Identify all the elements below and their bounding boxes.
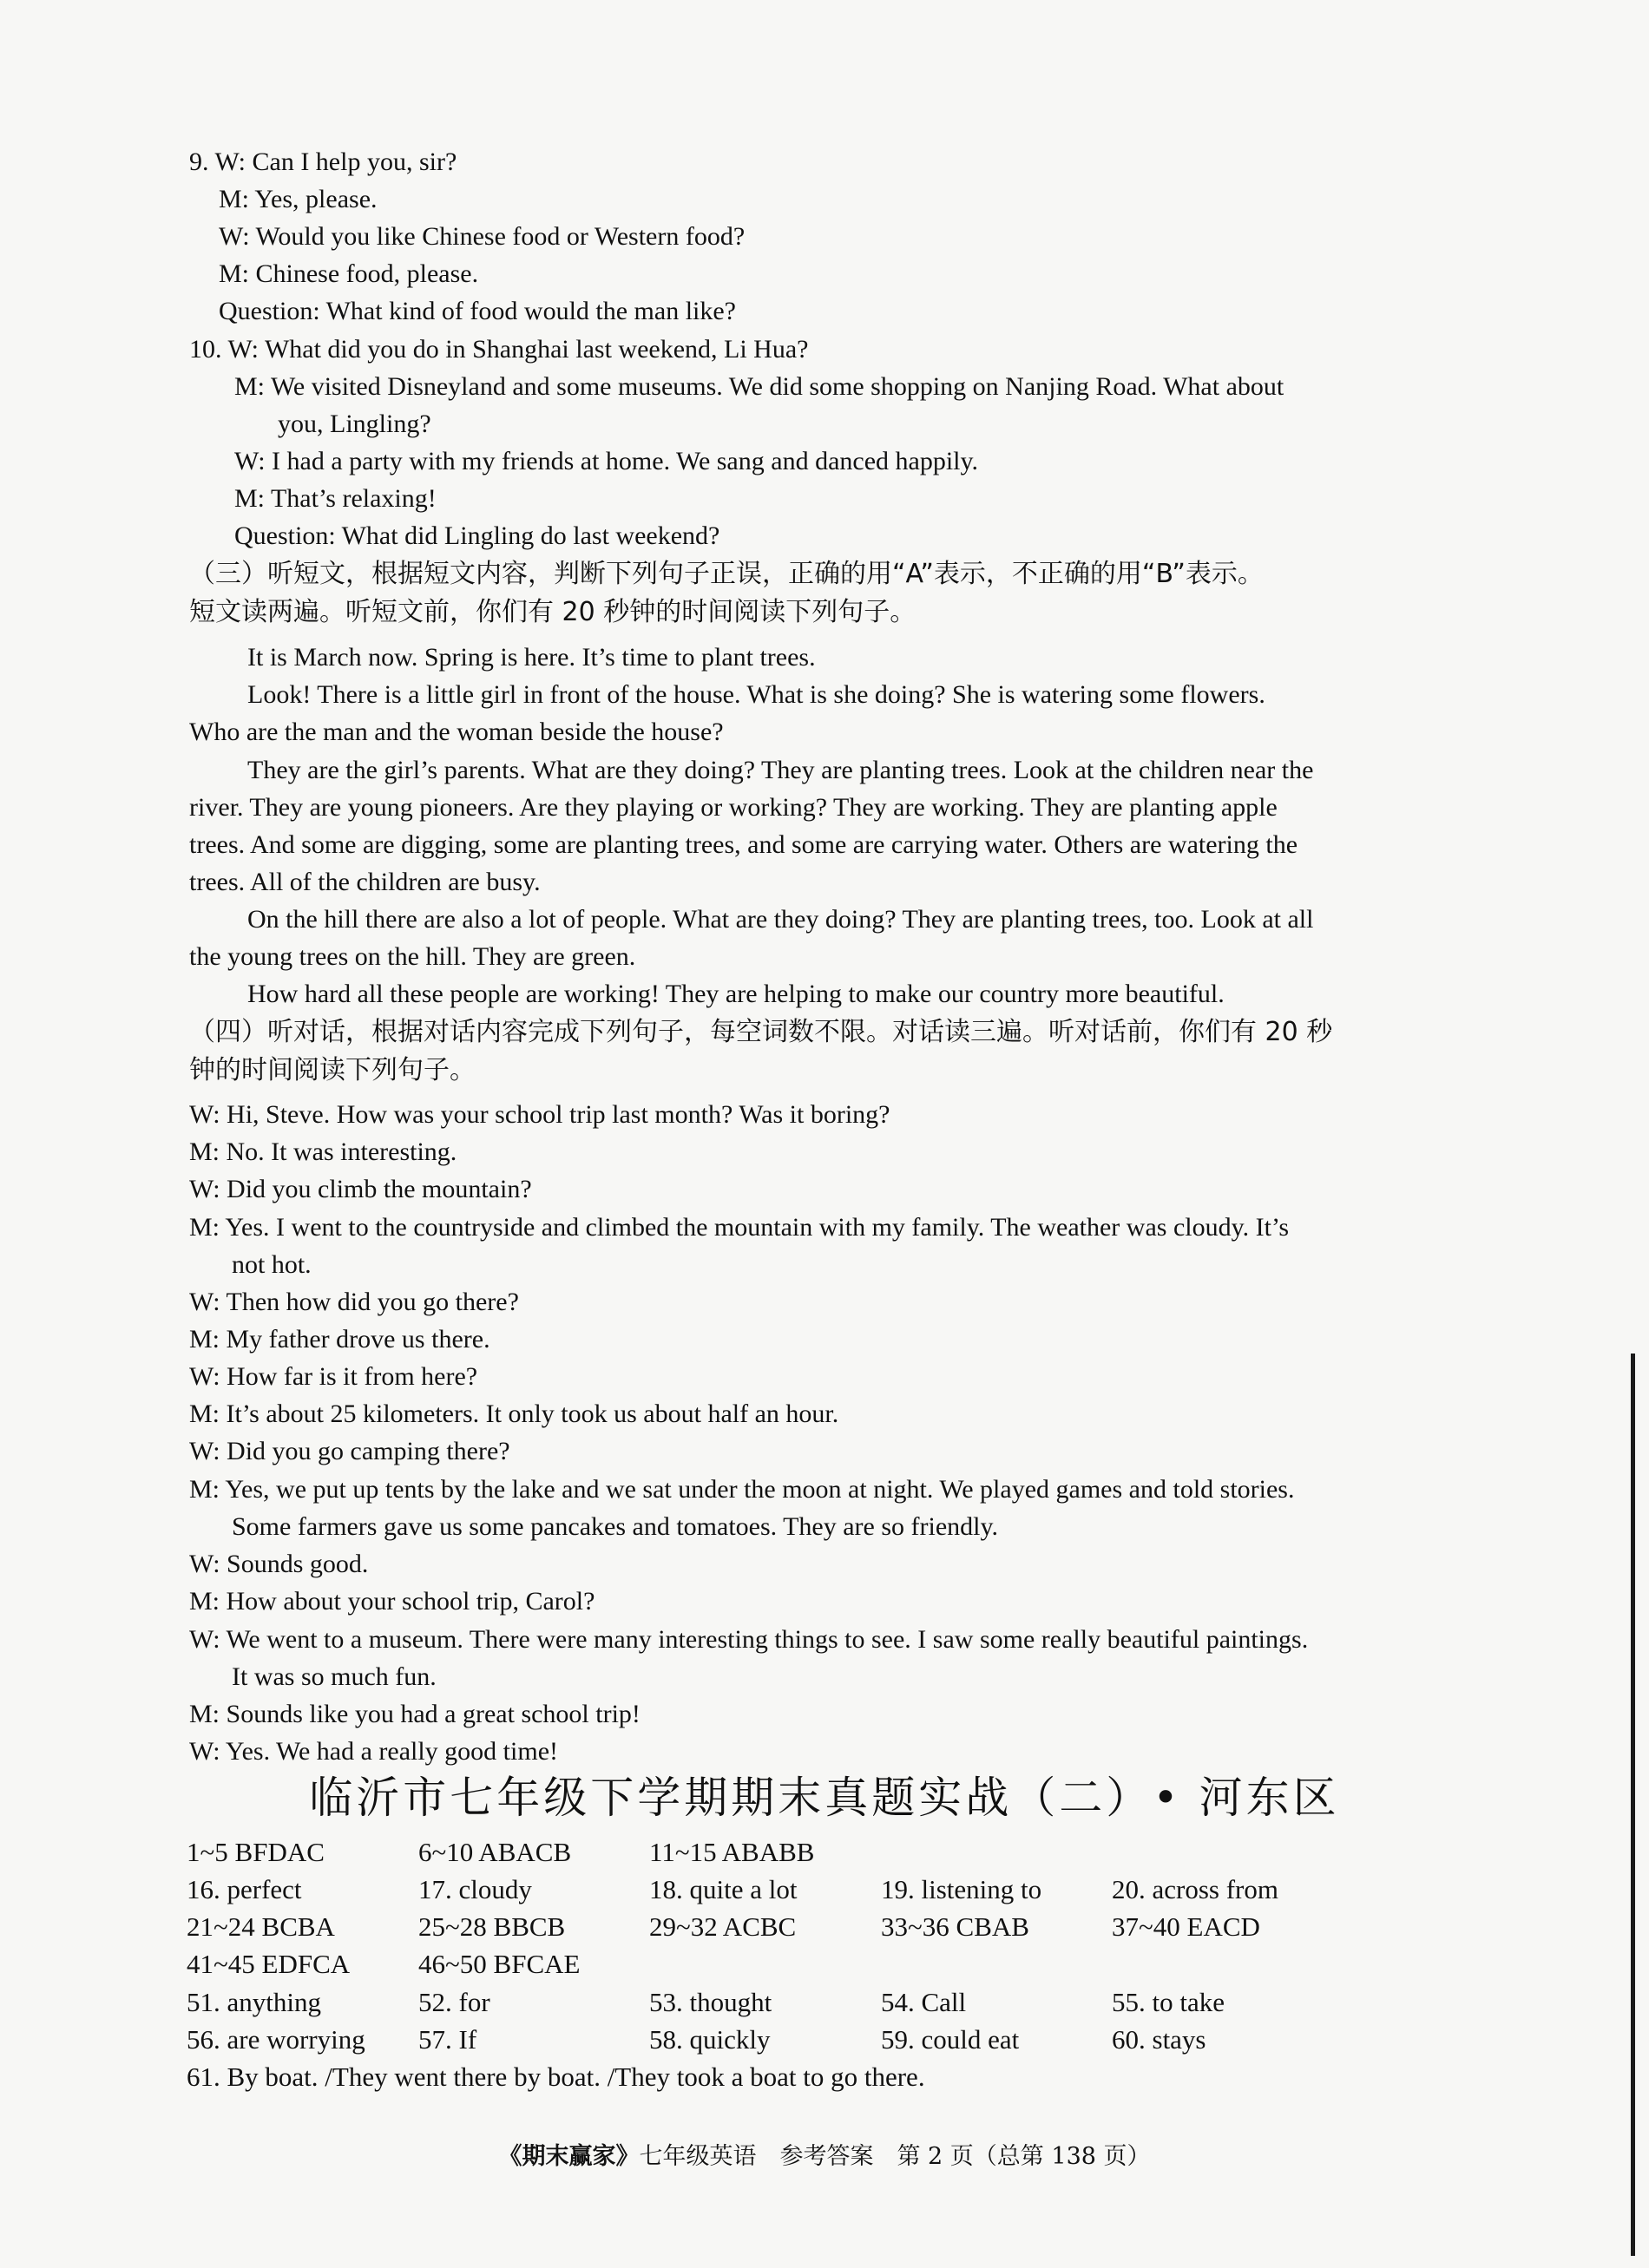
answer-item: 6~10 ABACB	[418, 1837, 572, 1867]
section-4-instruction: 钟的时间阅读下列句子。	[189, 1055, 476, 1085]
answer-item: 60. stays	[1112, 2024, 1206, 2055]
dialogue-line: W: Did you climb the mountain?	[189, 1175, 532, 1203]
answer-item: 55. to take	[1112, 1987, 1225, 2017]
passage-line: It is March now. Spring is here. It’s time to plant trees.	[247, 643, 816, 672]
answer-item: 53. thought	[649, 1987, 772, 2017]
dialogue-line: W: Yes. We had a really good time!	[189, 1737, 558, 1766]
answer-item: 46~50 BFCAE	[418, 1949, 581, 1979]
dialogue-line: M: How about your school trip, Carol?	[189, 1587, 595, 1616]
passage-line: They are the girl’s parents. What are they doing? They are planting trees. Look at the children near the	[247, 756, 1314, 784]
passage-line: the young trees on the hill. They are green.	[189, 942, 636, 971]
section-3-instruction: （三）听短文，根据短文内容，判断下列句子正误，正确的用“A”表示，不正确的用“B”表示。	[189, 559, 1264, 589]
answer-item: 1~5 BFDAC	[187, 1837, 325, 1867]
passage-line: Look! There is a little girl in front of the house. What is she doing? She is watering some flowers.	[247, 680, 1265, 709]
answer-item: 52. for	[418, 1987, 490, 2017]
answer-key-title: 临沂市七年级下学期期末真题实战（二）• 河东区	[309, 1773, 1340, 1823]
q10-line: you, Lingling?	[278, 410, 431, 438]
dialogue-line: W: Did you go camping there?	[189, 1437, 510, 1465]
answer-item: 51. anything	[187, 1987, 321, 2017]
footer-page-info: 七年级英语 参考答案 第 2 页（总第 138 页）	[639, 2143, 1151, 2170]
footer-book-title: 《期末赢家》	[498, 2143, 640, 2170]
dialogue-line: M: Yes, we put up tents by the lake and we sat under the moon at night. We played games and told stories.	[189, 1475, 1295, 1504]
q9-line: W: Would you like Chinese food or Western food?	[219, 222, 746, 251]
dialogue-line: It was so much fun.	[232, 1662, 437, 1691]
q10-line: 10. W: What did you do in Shanghai last weekend, Li Hua?	[189, 335, 809, 364]
answer-item: 57. If	[418, 2024, 477, 2055]
answer-item: 19. listening to	[881, 1874, 1042, 1904]
dialogue-line: W: Then how did you go there?	[189, 1288, 519, 1316]
q9-line: M: Yes, please.	[219, 185, 378, 213]
answer-item: 21~24 BCBA	[187, 1911, 335, 1942]
dialogue-line: M: Sounds like you had a great school trip!	[189, 1700, 641, 1728]
answer-item: 58. quickly	[649, 2024, 771, 2055]
passage-line: How hard all these people are working! They are helping to make our country more beautiful.	[247, 980, 1225, 1008]
answer-item: 17. cloudy	[418, 1874, 532, 1904]
dialogue-line: W: Hi, Steve. How was your school trip last month? Was it boring?	[189, 1100, 890, 1129]
answer-item: 29~32 ACBC	[649, 1911, 797, 1942]
answer-item: 37~40 EACD	[1112, 1911, 1260, 1942]
dialogue-line: not hot.	[232, 1250, 312, 1279]
section-3-instruction: 短文读两遍。听短文前，你们有 20 秒钟的时间阅读下列句子。	[189, 597, 916, 627]
q10-line: M: We visited Disneyland and some museums. We did some shopping on Nanjing Road. What about	[234, 372, 1284, 401]
q10-question: Question: What did Lingling do last weekend?	[234, 521, 720, 550]
q10-line: M: That’s relaxing!	[234, 484, 437, 513]
q9-line: M: Chinese food, please.	[219, 259, 479, 288]
answer-item: 54. Call	[881, 1987, 967, 2017]
dialogue-line: M: Yes. I went to the countryside and climbed the mountain with my family. The weather was cloudy. It’s	[189, 1213, 1289, 1242]
dialogue-line: W: We went to a museum. There were many interesting things to see. I saw some really beautiful paintings.	[189, 1625, 1309, 1654]
answer-item: 20. across from	[1112, 1874, 1278, 1904]
answer-item: 18. quite a lot	[649, 1874, 798, 1904]
answer-item: 56. are worrying	[187, 2024, 365, 2055]
dialogue-line: M: It’s about 25 kilometers. It only took us about half an hour.	[189, 1399, 839, 1428]
dialogue-line: W: How far is it from here?	[189, 1362, 478, 1391]
passage-line: On the hill there are also a lot of people. What are they doing? They are planting trees, too. Look at all	[247, 905, 1314, 934]
dialogue-line: Some farmers gave us some pancakes and tomatoes. They are so friendly.	[232, 1512, 999, 1541]
page-footer	[0, 2140, 1649, 2174]
answer-item: 33~36 CBAB	[881, 1911, 1029, 1942]
passage-line: river. They are young pioneers. Are they playing or working? They are working. They are planting apple	[189, 793, 1278, 822]
answer-item: 61. By boat. /They went there by boat. /They took a boat to go there.	[187, 2062, 925, 2092]
answer-item: 59. could eat	[881, 2024, 1020, 2055]
answer-item: 11~15 ABABB	[649, 1837, 815, 1867]
answer-item: 25~28 BBCB	[418, 1911, 566, 1942]
dialogue-line: M: My father drove us there.	[189, 1325, 490, 1354]
answer-item: 16. perfect	[187, 1874, 302, 1904]
answer-item: 41~45 EDFCA	[187, 1949, 351, 1979]
passage-line: trees. And some are digging, some are planting trees, and some are carrying water. Others are watering the	[189, 830, 1298, 859]
q9-line: 9. W: Can I help you, sir?	[189, 147, 457, 176]
dialogue-line: M: No. It was interesting.	[189, 1137, 457, 1166]
q10-line: W: I had a party with my friends at home. We sang and danced happily.	[234, 447, 979, 475]
dialogue-line: W: Sounds good.	[189, 1550, 369, 1578]
passage-line: trees. All of the children are busy.	[189, 868, 541, 896]
section-4-instruction: （四）听对话，根据对话内容完成下列句子，每空词数不限。对话读三遍。听对话前，你们有 20 秒	[189, 1017, 1333, 1047]
q9-question: Question: What kind of food would the man like?	[219, 297, 737, 325]
passage-line: Who are the man and the woman beside the house?	[189, 718, 724, 746]
